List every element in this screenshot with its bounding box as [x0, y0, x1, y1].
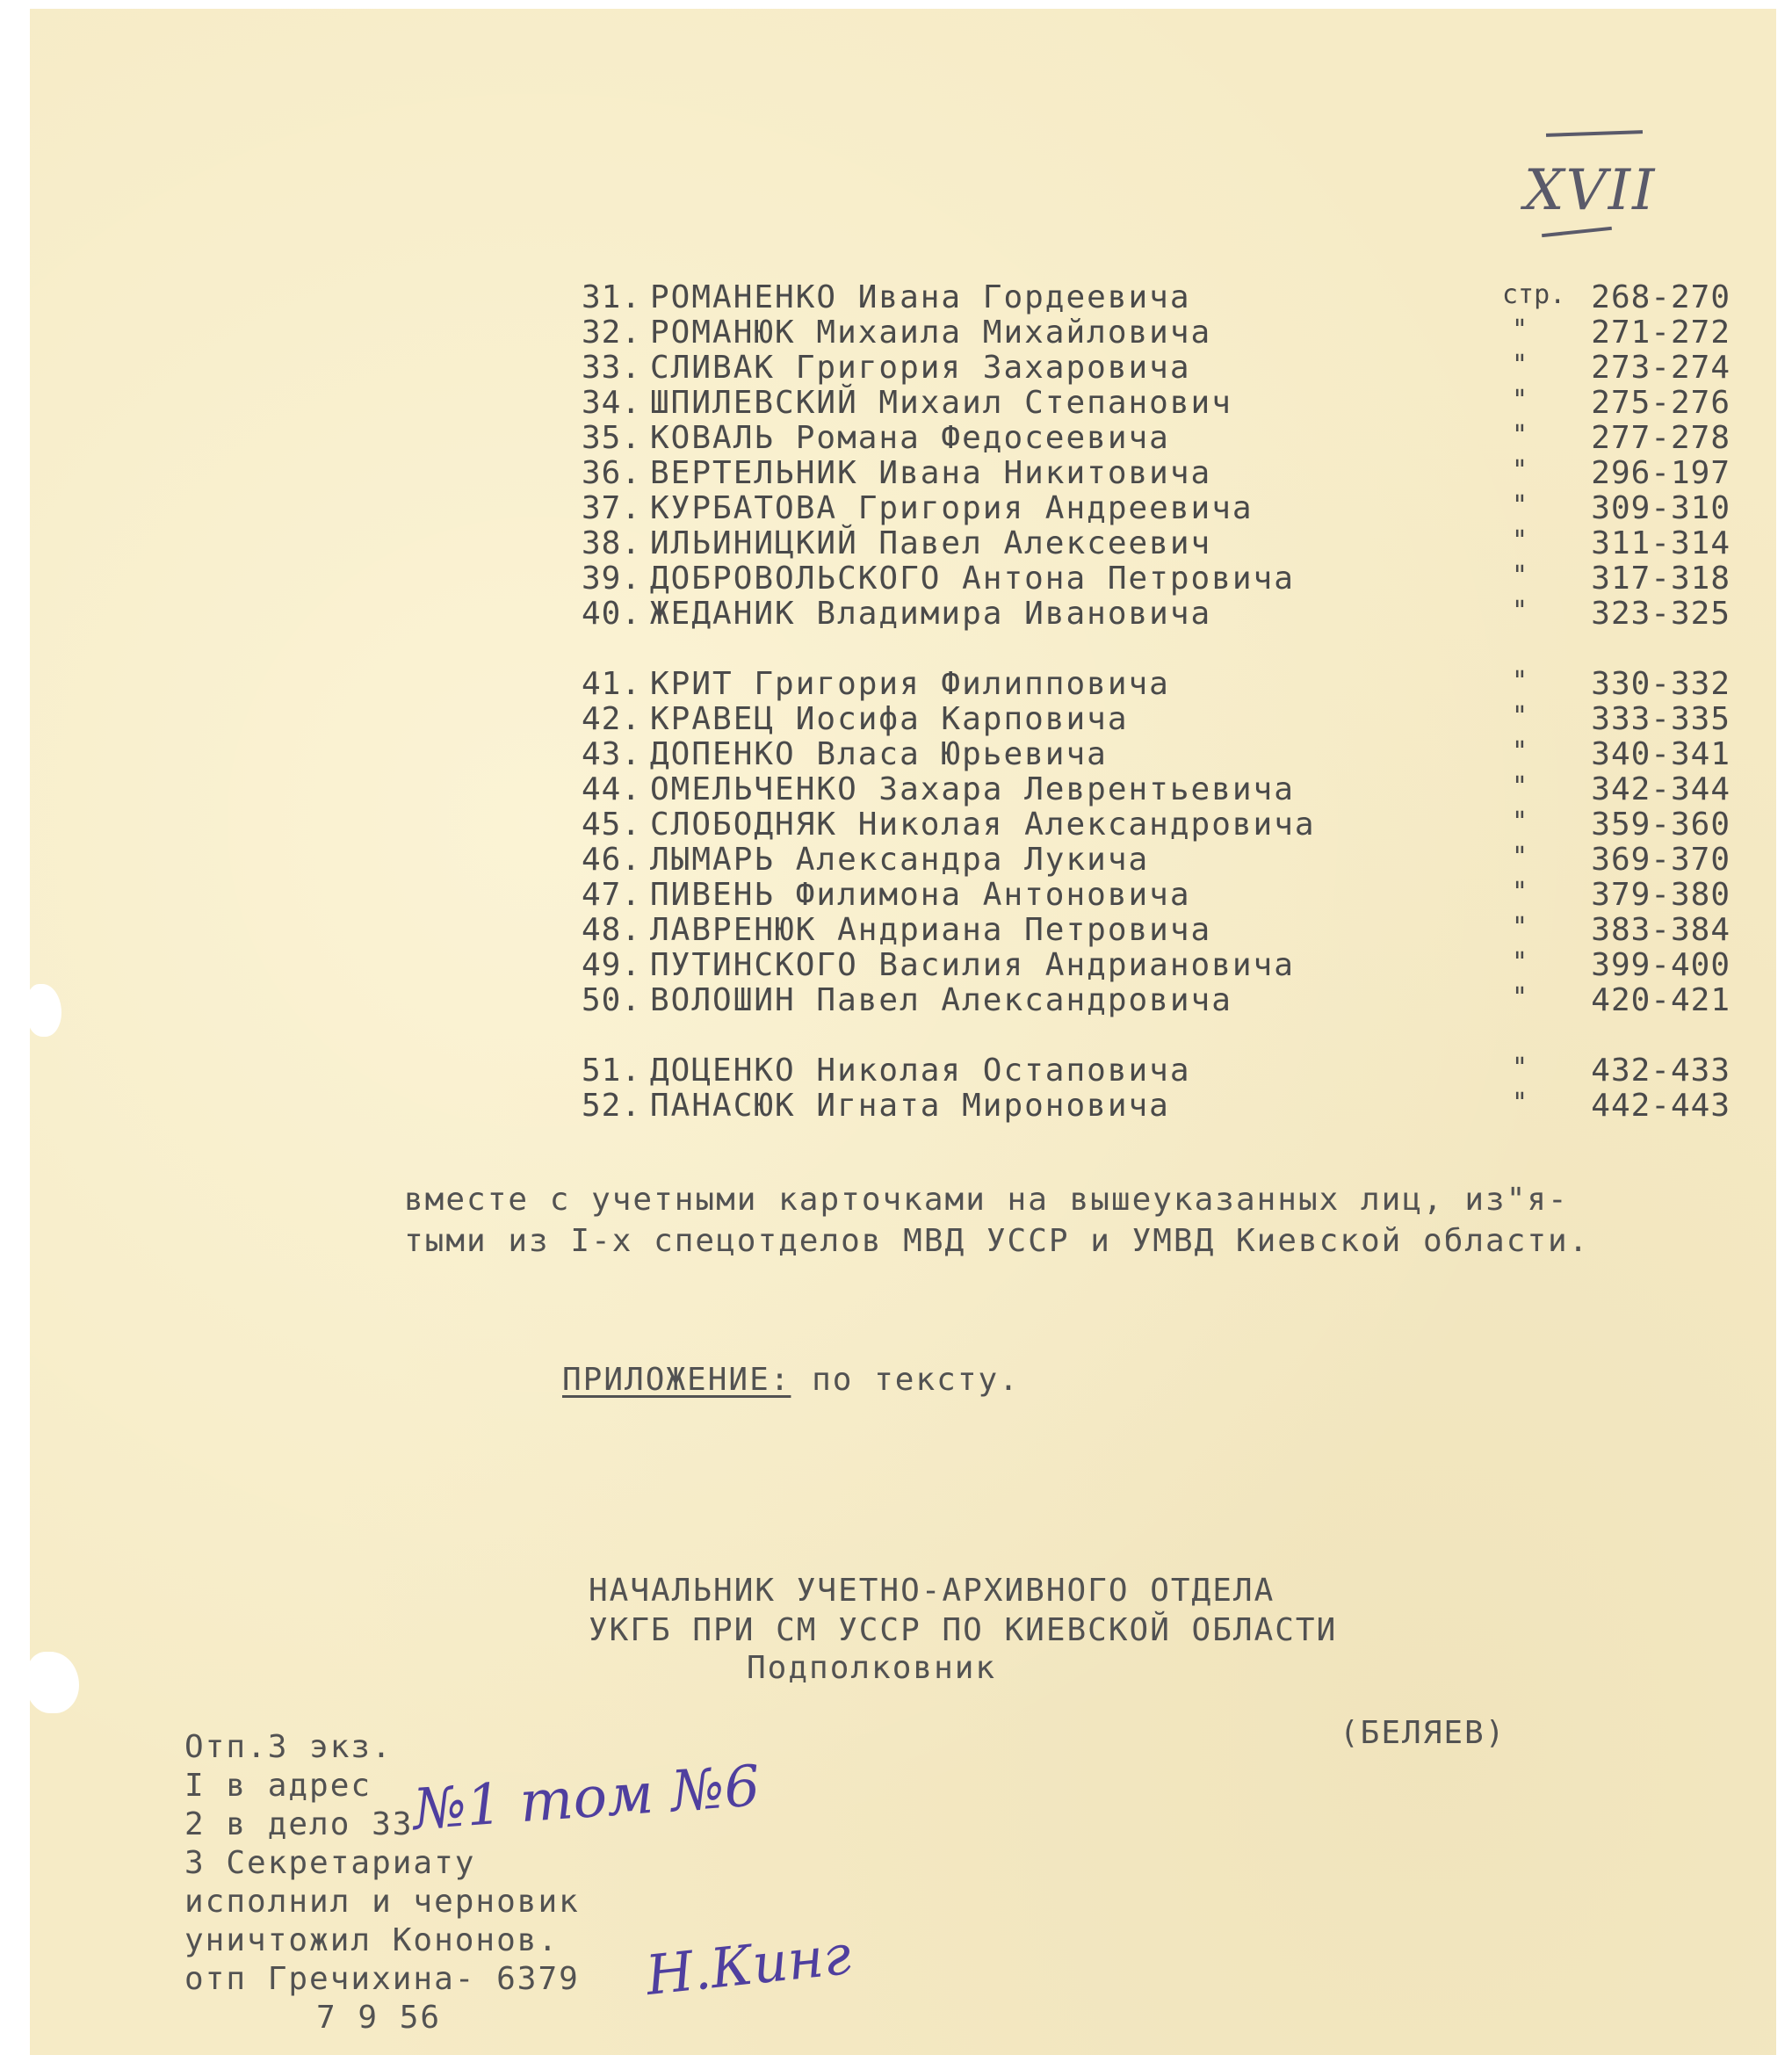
page-range: 323-325 — [1591, 596, 1731, 632]
person-name: ОМЕЛЬЧЕНКО Захара Леврентьевича — [650, 771, 1295, 807]
distribution-line: уничтожил Кононов. — [184, 1922, 560, 1958]
list-item — [553, 420, 1731, 455]
person-name: РОМАНЕНКО Ивана Гордеевича — [650, 279, 1191, 315]
item-number: 50. — [581, 982, 641, 1018]
page-range: 342-344 — [1591, 771, 1731, 807]
closing-line-2: тыми из I-х спецотделов МВД УССР и УМВД Киевской области. — [404, 1223, 1590, 1259]
handwritten-file-note: №1 том №6 — [410, 1754, 762, 1843]
distribution-line: I в адрес — [184, 1768, 372, 1804]
distribution-line: Отп.3 экз. — [184, 1729, 393, 1765]
person-name: ИЛЬИНИЦКИЙ Павел Алексеевич — [650, 525, 1212, 561]
list-item — [553, 490, 1731, 525]
list-item — [553, 1088, 1731, 1123]
scan-border-left — [0, 0, 30, 2055]
attachment-label: ПРИЛОЖЕНИЕ: — [562, 1362, 791, 1398]
page-prefix: " — [1511, 982, 1528, 1013]
signatory-rank: Подполковник — [747, 1650, 997, 1686]
list-item — [553, 279, 1731, 315]
page-prefix: стр. — [1502, 279, 1566, 310]
page-prefix: " — [1511, 771, 1528, 802]
page-prefix: " — [1511, 877, 1528, 908]
paper-tear — [26, 1652, 79, 1713]
page-prefix: " — [1511, 1088, 1528, 1118]
list-item — [553, 912, 1731, 947]
page-range: 359-360 — [1591, 807, 1731, 843]
roman-numeral-underline — [1542, 227, 1612, 237]
page-range: 309-310 — [1591, 490, 1731, 526]
page-prefix: " — [1511, 490, 1528, 521]
item-number: 35. — [581, 420, 641, 456]
signatory-name: (БЕЛЯЕВ) — [1340, 1715, 1507, 1751]
page-range: 317-318 — [1591, 561, 1731, 597]
list-item — [553, 596, 1731, 631]
list-item — [553, 455, 1731, 490]
item-number: 32. — [581, 315, 641, 351]
person-name: ВОЛОШИН Павел Александровича — [650, 982, 1232, 1018]
scan-border-top — [0, 0, 1792, 9]
item-number: 39. — [581, 561, 641, 597]
page-prefix: " — [1511, 1053, 1528, 1083]
list-item — [553, 350, 1731, 385]
signatory-title-2: УКГБ ПРИ СМ УССР ПО КИЕВСКОЙ ОБЛАСТИ — [589, 1612, 1338, 1648]
page-range: 273-274 — [1591, 350, 1731, 386]
page-prefix: " — [1511, 947, 1528, 978]
person-name: ВЕРТЕЛЬНИК Ивана Никитовича — [650, 455, 1212, 491]
person-name: ЖЕДАНИК Владимира Ивановича — [650, 596, 1212, 632]
page-range: 271-272 — [1591, 315, 1731, 351]
handwritten-signature: Н.Кинг — [642, 1921, 855, 2008]
page-prefix: " — [1511, 350, 1528, 380]
page-range: 420-421 — [1591, 982, 1731, 1018]
person-name: ДОБРОВОЛЬСКОГО Антона Петровича — [650, 561, 1295, 597]
person-name: СЛИВАК Григория Захаровича — [650, 350, 1191, 386]
person-name: ДОЦЕНКО Николая Остаповича — [650, 1053, 1191, 1089]
page-prefix: " — [1511, 385, 1528, 416]
page-range: 330-332 — [1591, 666, 1731, 702]
person-name: КУРБАТОВА Григория Андреевича — [650, 490, 1254, 526]
distribution-line: отп Гречихина- 6379 — [184, 1961, 580, 1997]
page-range: 296-197 — [1591, 455, 1731, 491]
attachment-text: по тексту. — [812, 1362, 1020, 1398]
distribution-line: 2 в дело 33 — [184, 1806, 414, 1842]
list-item — [553, 736, 1731, 771]
list-item — [553, 525, 1731, 561]
item-number: 52. — [581, 1088, 641, 1124]
person-name: ШПИЛЕВСКИЙ Михаил Степанович — [650, 385, 1232, 421]
item-number: 49. — [581, 947, 641, 983]
person-name: КРИТ Григория Филипповича — [650, 666, 1170, 702]
item-number: 48. — [581, 912, 641, 948]
list-item — [553, 807, 1731, 842]
person-name: ПАНАСЮК Игната Мироновича — [650, 1088, 1170, 1124]
page-prefix: " — [1511, 666, 1528, 697]
item-number: 40. — [581, 596, 641, 632]
page-range: 379-380 — [1591, 877, 1731, 913]
closing-line-1: вместе с учетными карточками на вышеуказанных лиц, из"я- — [404, 1182, 1569, 1218]
item-number: 31. — [581, 279, 641, 315]
person-name: ДОПЕНКО Власа Юрьевича — [650, 736, 1108, 772]
page-prefix: " — [1511, 315, 1528, 345]
list-item — [553, 877, 1731, 912]
list-item — [553, 561, 1731, 596]
list-item — [553, 947, 1731, 982]
list-item — [553, 982, 1731, 1017]
list-item — [553, 315, 1731, 350]
scan-border-right — [1776, 0, 1792, 2055]
page-range: 268-270 — [1591, 279, 1731, 315]
item-number: 47. — [581, 877, 641, 913]
list-item — [553, 842, 1731, 877]
item-number: 45. — [581, 807, 641, 843]
page-prefix: " — [1511, 420, 1528, 451]
person-name: ЛЫМАРЬ Александра Лукича — [650, 842, 1150, 878]
item-number: 38. — [581, 525, 641, 561]
page-range: 399-400 — [1591, 947, 1731, 983]
page-range: 311-314 — [1591, 525, 1731, 561]
page-prefix: " — [1511, 736, 1528, 767]
person-name: ПИВЕНЬ Филимона Антоновича — [650, 877, 1191, 913]
item-number: 34. — [581, 385, 641, 421]
page-range: 277-278 — [1591, 420, 1731, 456]
paper-tear — [26, 984, 61, 1037]
page-range: 275-276 — [1591, 385, 1731, 421]
marginal-roman-numeral: XVII — [1524, 158, 1657, 223]
page-prefix: " — [1511, 596, 1528, 626]
list-item — [553, 1053, 1731, 1088]
page-range: 383-384 — [1591, 912, 1731, 948]
distribution-date: 7 9 56 — [316, 2000, 442, 2036]
page-range: 340-341 — [1591, 736, 1731, 772]
person-name: РОМАНЮК Михаила Михайловича — [650, 315, 1212, 351]
item-number: 42. — [581, 701, 641, 737]
page-prefix: " — [1511, 455, 1528, 486]
page-range: 369-370 — [1591, 842, 1731, 878]
person-name: ЛАВРЕНЮК Андриана Петровича — [650, 912, 1212, 948]
page-prefix: " — [1511, 561, 1528, 591]
page-prefix: " — [1511, 807, 1528, 837]
page-prefix: " — [1511, 525, 1528, 556]
person-name: КРАВЕЦ Иосифа Карповича — [650, 701, 1129, 737]
list-item — [553, 385, 1731, 420]
distribution-line: 3 Секретариату — [184, 1845, 476, 1881]
item-number: 51. — [581, 1053, 641, 1089]
page-range: 333-335 — [1591, 701, 1731, 737]
item-number: 33. — [581, 350, 641, 386]
person-name: ПУТИНСКОГО Василия Андриановича — [650, 947, 1295, 983]
list-item — [553, 701, 1731, 736]
item-number: 41. — [581, 666, 641, 702]
page-prefix: " — [1511, 701, 1528, 732]
list-item — [553, 666, 1731, 701]
page-range: 432-433 — [1591, 1053, 1731, 1089]
signatory-title-1: НАЧАЛЬНИК УЧЕТНО-АРХИВНОГО ОТДЕЛА — [589, 1573, 1275, 1609]
person-name: КОВАЛЬ Романа Федосеевича — [650, 420, 1170, 456]
page-prefix: " — [1511, 842, 1528, 872]
distribution-line: исполнил и черновик — [184, 1884, 580, 1920]
person-name: СЛОБОДНЯК Николая Александровича — [650, 807, 1316, 843]
item-number: 37. — [581, 490, 641, 526]
list-item — [553, 771, 1731, 807]
item-number: 44. — [581, 771, 641, 807]
page-range: 442-443 — [1591, 1088, 1731, 1124]
item-number: 43. — [581, 736, 641, 772]
item-number: 46. — [581, 842, 641, 878]
page-prefix: " — [1511, 912, 1528, 943]
roman-numeral-overline — [1546, 130, 1643, 137]
attachment-line — [562, 1362, 1020, 1398]
item-number: 36. — [581, 455, 641, 491]
